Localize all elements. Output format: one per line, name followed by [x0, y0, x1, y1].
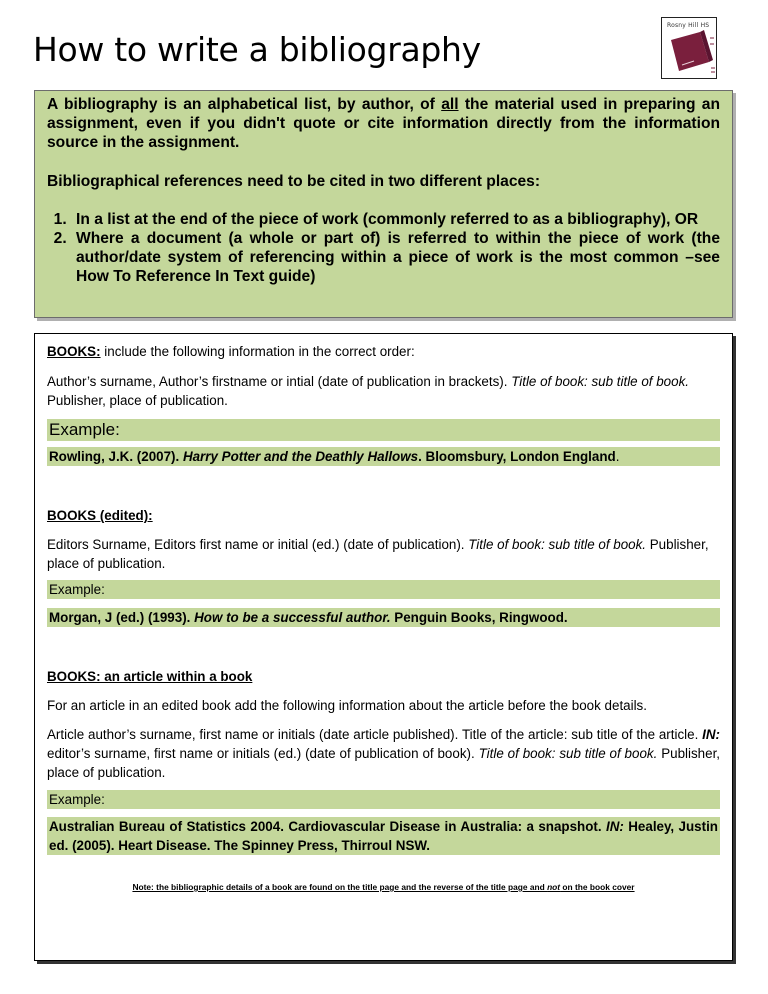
edited-format-b: Publisher, place of publication.	[47, 537, 709, 571]
list-item: 2. Where a document (a whole or part of) is referred to within the piece of work (the author/date system of referencing within a piece of work is the most common –see How To Reference In Text guide)	[71, 229, 720, 286]
citation-places-list	[47, 210, 720, 286]
list-item: 1. In a list at the end of the piece of work (commonly referred to as a bibliography), OR	[71, 210, 720, 229]
books-heading: BOOKS:	[47, 344, 101, 359]
article-example-b: Healey, Justin ed. (2005). Heart Disease. The Spinney Press, Thirroul NSW.	[49, 819, 718, 853]
books-example-b: . Bloomsbury, London England	[418, 449, 616, 464]
article-example-a: Australian Bureau of Statistics 2004. Cardiovascular Disease in Australia: a snapshot.	[49, 819, 606, 834]
intro-text-b: the material used in preparing an assignment, even if you didn't quote or cite information directly from the information source in the assignment.	[47, 96, 720, 151]
article-format-title: Title of book: sub title of book.	[478, 746, 658, 761]
article-heading: BOOKS: an article within a book	[47, 669, 253, 684]
books-example-label: Example:	[47, 419, 720, 441]
edited-format-title: Title of book: sub title of book.	[468, 537, 647, 552]
edited-format-a: Editors Surname, Editors first name or initial (ed.) (date of publication).	[47, 537, 469, 552]
article-format-b: editor’s surname, first name or initials (ed.) (date of publication of book).	[47, 746, 479, 761]
intro-paragraph	[47, 95, 720, 152]
books-format-b: Publisher, place of publication.	[47, 393, 228, 408]
article-format-a: Article author’s surname, first name or initials (date article published). Title of the article: sub title of the article.	[47, 727, 703, 742]
intro-emphasis-all: all	[441, 96, 459, 113]
edited-example-a: Morgan, J (ed.) (1993).	[49, 610, 195, 625]
books-example-title: Harry Potter and the Deathly Hallows	[182, 449, 419, 464]
books-example	[47, 447, 720, 466]
edited-format	[47, 535, 720, 573]
article-example-label: Example:	[47, 790, 720, 809]
footnote-not: not	[547, 882, 561, 892]
books-example-a: Rowling, J.K. (2007).	[49, 449, 183, 464]
edited-example	[47, 608, 720, 627]
edited-example-title: How to be a successful author.	[194, 610, 391, 625]
books-format-title: Title of book: sub title of book.	[511, 374, 689, 389]
page-title: How to write a bibliography	[33, 30, 481, 69]
edited-example-b: Penguin Books, Ringwood.	[390, 610, 568, 625]
intro-subheading: Bibliographical references need to be cited in two different places:	[47, 173, 541, 190]
footnote-a: Note: the bibliographic details of a book are found on the title page and the reverse of the title page and	[132, 882, 548, 892]
article-format-c: Publisher, place of publication.	[47, 746, 721, 780]
logo-text: Rosny Hill HS	[667, 22, 710, 29]
article-example-in: IN:	[605, 819, 624, 834]
article-format	[47, 725, 720, 782]
article-example	[47, 817, 720, 855]
edited-heading: BOOKS (edited):	[47, 508, 153, 523]
books-example-c: .	[615, 449, 620, 464]
books-format-a: Author’s surname, Author’s firstname or intial (date of publication in brackets).	[47, 374, 512, 389]
books-heading-line	[47, 342, 720, 361]
footnote-b: on the book cover	[560, 882, 635, 892]
books-format	[47, 372, 720, 410]
reference-guide-box	[34, 333, 733, 961]
article-intro: For an article in an edited book add the following information about the article before the book details.	[47, 698, 647, 713]
edited-example-label: Example:	[47, 580, 720, 599]
footnote	[47, 882, 720, 893]
article-format-in: IN:	[702, 727, 720, 742]
school-logo	[661, 17, 717, 79]
books-heading-rest: include the following information in the correct order:	[100, 344, 415, 359]
intro-box	[34, 90, 733, 318]
intro-text-a: A bibliography is an alphabetical list, by author, of	[47, 96, 442, 113]
